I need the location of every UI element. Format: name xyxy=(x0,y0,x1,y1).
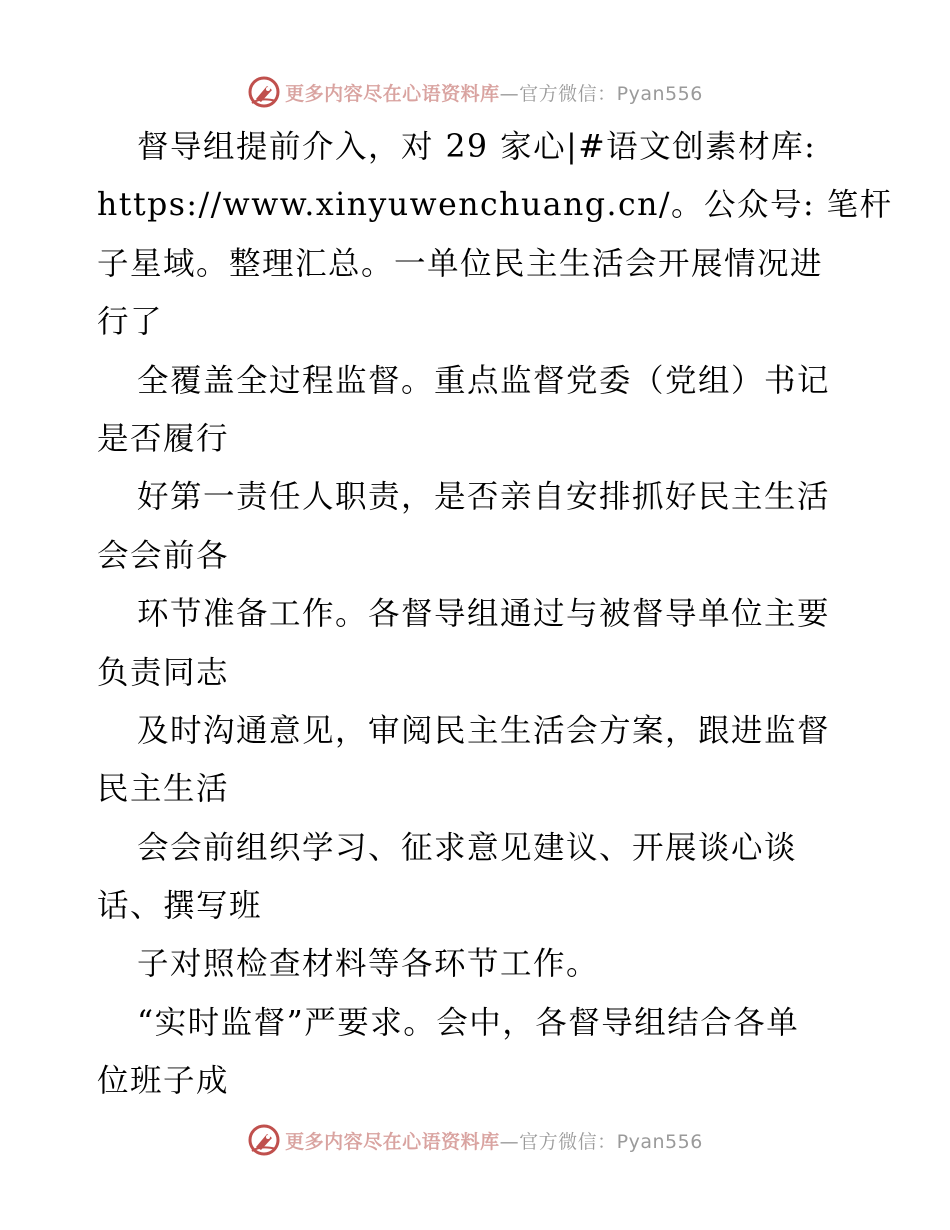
text-line: “实时监督”严要求。会中，各督导组结合各单 xyxy=(137,1004,800,1041)
text-line: 是否履行 xyxy=(97,420,230,457)
text-line: 环节准备工作。各督导组通过与被督导单位主要 xyxy=(137,596,831,633)
banner-label xyxy=(285,79,703,106)
banner-label xyxy=(285,1127,703,1154)
text-line: 位班子成 xyxy=(97,1063,230,1100)
banner-title: 更多内容尽在心语资料库 xyxy=(285,82,500,105)
banner-separator: — xyxy=(499,1130,520,1153)
banner-title: 更多内容尽在心语资料库 xyxy=(285,1130,500,1153)
text-line: 话、撰写班 xyxy=(97,888,263,925)
text-line: 子星域。整理汇总。一单位民主生活会开展情况进 xyxy=(97,245,824,282)
pen-logo-icon xyxy=(247,75,281,109)
header-banner xyxy=(0,72,950,112)
text-line: 负责同志 xyxy=(97,654,230,691)
banner-separator: — xyxy=(499,82,520,105)
text-line: 子对照检查材料等各环节工作。 xyxy=(137,946,600,983)
pen-logo-icon xyxy=(247,1123,281,1157)
banner-contact: 官方微信：Pyan556 xyxy=(519,82,703,105)
text-line: 好第一责任人职责，是否亲自安排抓好民主生活 xyxy=(137,479,831,516)
footer-banner xyxy=(0,1120,950,1160)
text-line: 及时沟通意见，审阅民主生活会方案，跟进监督 xyxy=(137,712,831,749)
text-line: 会会前组织学习、征求意见建议、开展谈心谈 xyxy=(137,829,798,866)
text-line: 会会前各 xyxy=(97,537,230,574)
banner-contact: 官方微信：Pyan556 xyxy=(519,1130,703,1153)
text-line: 民主生活 xyxy=(97,771,230,808)
text-line: https://www.xinyuwenchuang.cn/。公众号: 笔杆 xyxy=(97,187,893,224)
text-line: 全覆盖全过程监督。重点监督党委（党组）书记 xyxy=(137,362,831,399)
text-line: 行了 xyxy=(97,304,164,341)
document-body xyxy=(97,118,893,1111)
text-line: 督导组提前介入，对 29 家心|#语文创素材库: xyxy=(137,129,817,165)
